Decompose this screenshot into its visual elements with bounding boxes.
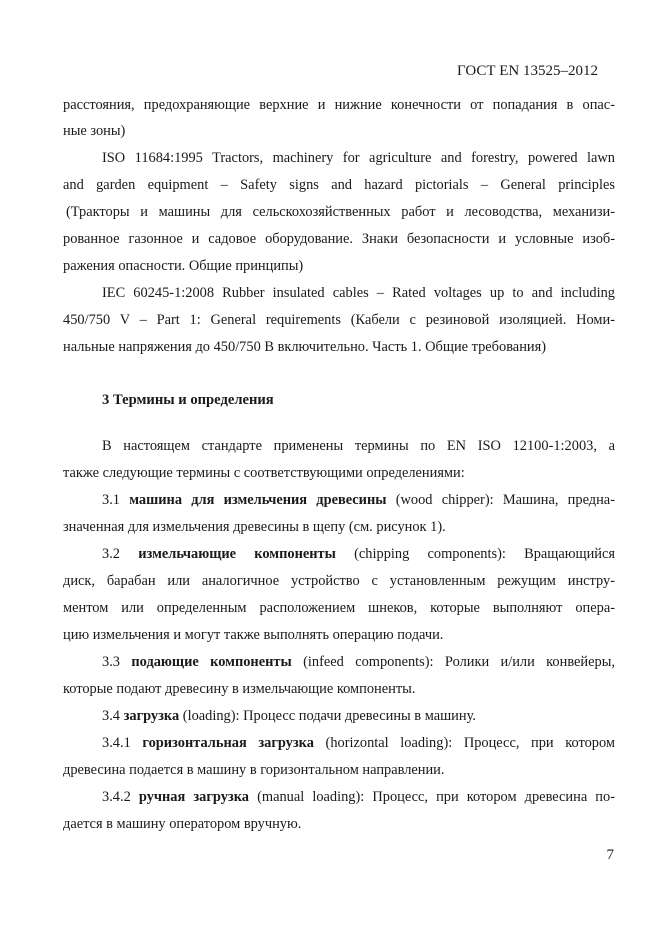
term-definition: (wood chipper): Машина, предна- (395, 492, 615, 508)
term-number: 3.1 (102, 492, 120, 508)
ref-iso-line: ISO 11684:1995 Tractors, machinery for agriculture and forestry, powered lawn (102, 150, 615, 166)
term-name: горизонтальная загрузка (142, 735, 314, 751)
ref-iec-line: нальные напряжения до 450/750 В включительно. Часть 1. Общие требования) (63, 339, 547, 355)
term-name: машина для измельчения древесины (129, 492, 387, 508)
term-definition: (manual loading): Процесс, при котором древесина по- (257, 789, 615, 805)
term-definition: (loading): Процесс подачи древесины в машину. (182, 708, 476, 724)
ref-iec-line: IEC 60245-1:2008 Rubber insulated cables – Rated voltages up to and including (102, 285, 615, 301)
ref-text-line: расстояния, предохраняющие верхние и нижние конечности от попадания в опас- (63, 97, 615, 113)
term-definition: (infeed components): Ролики и/или конвейеры, (303, 654, 615, 670)
intro-line: В настоящем стандарте применены термины по EN ISO 12100-1:2003, а (102, 438, 615, 454)
term-3-2 (102, 545, 615, 563)
section-title: 3 Термины и определения (102, 392, 274, 408)
ref-iso-line: ражения опасности. Общие принципы) (63, 258, 304, 274)
ref-iso-line: (Тракторы и машины для сельскохозяйственных работ и лесоводства, механизи- (66, 204, 615, 220)
term-3-3 (102, 653, 615, 671)
term-name: загрузка (123, 708, 180, 724)
term-definition-line: которые подают древесину в измельчающие компоненты. (63, 681, 416, 697)
term-number: 3.4.2 (102, 789, 131, 805)
ref-iso-line: and garden equipment – Safety signs and hazard pictorials – General principles (63, 177, 615, 193)
term-3-4 (102, 707, 615, 725)
term-number: 3.3 (102, 654, 120, 670)
page-number: 7 (606, 847, 614, 863)
term-definition-line: диск, барабан или аналогичное устройство с установленным режущим инстру- (63, 573, 615, 589)
term-definition-line: значенная для измельчения древесины в щепу (см. рисунок 1). (63, 519, 446, 535)
term-3-1 (102, 491, 615, 509)
ref-iec-line: 450/750 V – Part 1: General requirements (Кабели с резиновой изоляцией. Номи- (63, 312, 615, 328)
term-name: измельчающие компоненты (138, 546, 336, 562)
ref-text-line: ные зоны) (63, 123, 126, 139)
ref-iso-line: рованное газонное и садовое оборудование. Знаки безопасности и условные изоб- (63, 231, 615, 247)
term-3-4-1 (102, 734, 615, 752)
term-number: 3.4.1 (102, 735, 131, 751)
term-definition-line: древесина подается в машину в горизонтальном направлении. (63, 762, 445, 778)
document-header: ГОСТ EN 13525–2012 (457, 63, 598, 79)
term-name: ручная загрузка (138, 789, 249, 805)
term-number: 3.2 (102, 546, 120, 562)
term-definition-line: цию измельчения и могут также выполнять операцию подачи. (63, 627, 444, 643)
term-number: 3.4 (102, 708, 120, 724)
term-definition: (chipping components): Вращающийся (354, 546, 615, 562)
term-definition-line: ментом или определенным расположением шнеков, которые выполняют опера- (63, 600, 615, 616)
term-3-4-2 (102, 788, 615, 806)
intro-line: также следующие термины с соответствующими определениями: (63, 465, 465, 481)
term-name: подающие компоненты (131, 654, 292, 670)
term-definition: (horizontal loading): Процесс, при котором (325, 735, 616, 751)
term-definition-line: дается в машину оператором вручную. (63, 816, 302, 832)
